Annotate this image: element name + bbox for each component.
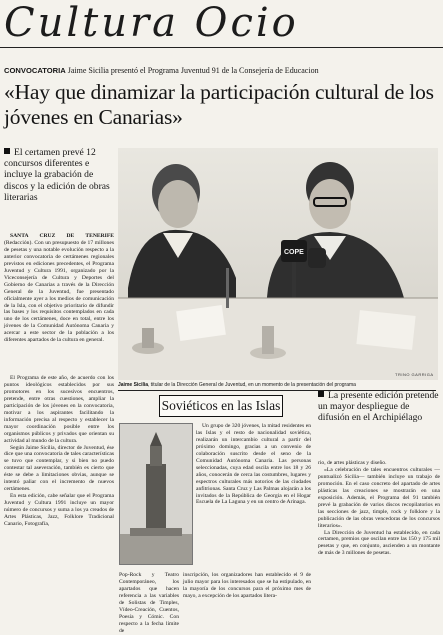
kicker-label: CONVOCATORIA bbox=[4, 66, 66, 75]
article-paragraph: Según Jaime Sicilia, director de Juventud, ése dice que una convocatoria de tales características se tuvo que contemplar, y si bien no puedo contestar tal aseveración, también es cierto que éste se debe a limitaciones obvias, aunque se intentó paliar con el incremento de nuevos certámenes. bbox=[4, 444, 114, 493]
secondary-deck bbox=[318, 390, 440, 424]
secondary-deck-text: La presente edición pretende un mayor despliegue de difusión en el Archipiélago bbox=[318, 390, 439, 424]
article-paragraph: Con un presupuesto de 17 millones de pesetas y una notable evolución respecto a la anterior convocatoria de certámenes regionales previstos en ediciones precedentes, el Programa Juventud y Cultura 1991, organizado por la Viceconsejería de Cultura y Deportes del Gobierno de Canarias a través de la Dirección General de la Juventud, fue presentado oficialmente ayer a los medios de comunicación de la Isla, con el objetivo prioritario de difundir las bases y los requisitos contemplados en cada uno de los certámenes, doce en total, entre los jóvenes de la Comunidad Autónoma Canaria y acercar a este sector de la población a los diferentes apartados de la cultura en general. bbox=[4, 239, 114, 344]
article-paragraph: Pop-Rock y Teatro Contemporáneo, los apartados que hacen referencia a las variables de Solistas de Timples, Vídeo-Creación, Cuentos, Poesía y Cómic. Con respecto a la fecha límite de bbox=[119, 572, 179, 634]
deck bbox=[4, 147, 116, 203]
article-paragraph: inscripción, los organizadores han establecido el 9 de julio mayor para los interesados que se ha estipulado, en la mayoría de los concursos para el próximo mes de mayo, a excepción de los apartados litera- bbox=[183, 572, 311, 599]
article-column-1-bottom bbox=[4, 375, 114, 600]
sidebar-box-text bbox=[196, 423, 311, 575]
kicker bbox=[4, 66, 319, 76]
article-continuation-right bbox=[183, 572, 311, 600]
article-paragraph: Un grupo de 320 jóvenes, la mitad residentes en las Islas y el resto de nacionalidad soviética, realizarán un intercambio cultural a partir del próximo domingo, gracias a un convenio de colaboración suscrito desde el seno de la Comunidad Autónoma Canaria. Las personas seleccionadas, cuya edad oscila entre los 18 y 26 años, conocerán de cerca las costumbres, lugares y espectros culturales más notorios de las ciudades anfitrionas. Santa Cruz y Las Palmas alojarán a los invitados de la República de Georgia en el Hogar Escuela de La Laguna y en un centro de Arinaga. bbox=[196, 423, 311, 506]
bullet-square-icon bbox=[4, 148, 10, 154]
photo-illustration bbox=[118, 148, 438, 380]
article-paragraph: «La celebración de tales encuentros culturales —puntualizó Sicilia— también incluye un trabajo de promoción. En el caso concreto del apartado de artes plásticas las creaciones se mostrarán en una exposición. Además, el Programa del 91 también prevé la grabación de varios discos recopilatorios en las secciones de jazz, timple, rock y folklore y la publicación de las obras vencedoras de los concursos literarios». bbox=[318, 466, 440, 529]
press-conference-photo bbox=[118, 148, 438, 380]
section-title: Cultura Ocio bbox=[4, 0, 299, 46]
sidebar-box-title: Soviéticos en las Islas bbox=[159, 395, 283, 417]
article-paragraph: rio, de artes plásticas y diseño. bbox=[318, 460, 387, 466]
dateline: SANTA CRUZ DE TENERIFE bbox=[10, 233, 114, 239]
deck-text: El certamen prevé 12 concursos diferentes e incluye la grabación de discos y la edición de obras literarias bbox=[4, 147, 110, 203]
article-paragraph: El Programa de este año, de acuerdo con los puntos ideológicos establecidos por sus promotores en los sucesivos encuentros, pretende, entre otras cuestiones, ampliar la participación de los jóvenes en la convocatoria, motivar a los aspirantes facilitando la información precisa al respecto y establecer la mayor coordinación posible entre los organismos públicos y privados que orientan su actividad al mundo de la cultura. bbox=[4, 375, 114, 444]
caption-name: Jaime Sicilia bbox=[118, 382, 149, 388]
bullet-square-icon bbox=[318, 391, 324, 397]
masthead-divider bbox=[0, 47, 443, 48]
section-masthead bbox=[4, 1, 439, 45]
caption-text: , titular de la Dirección General de Juventud, en un momento de la presentación del programa bbox=[148, 382, 356, 388]
mic-label: COPE bbox=[284, 249, 304, 256]
monument-illustration bbox=[120, 424, 192, 564]
sidebar-box-photo bbox=[119, 423, 193, 565]
article-continuation-left bbox=[119, 572, 179, 634]
agency: (Redacción). bbox=[4, 239, 33, 246]
article-paragraph: En esta edición, cabe señalar que el Programa Juventud y Cultura 1991 incluye un mayor número de concursos y suma a los ya creados de Artes Plásticas, Jazz, Folklore Tradicional Canario, Fotografía, bbox=[4, 493, 114, 528]
photo-credit: TRINO GARRIGA bbox=[395, 372, 434, 377]
article-column-1-top bbox=[4, 233, 114, 375]
headline: «Hay que dinamizar la participación cultural de los jóvenes en Canarias» bbox=[4, 80, 434, 129]
kicker-text: Jaime Sicilia presentó el Programa Juventud 91 de la Consejería de Educacion bbox=[65, 66, 319, 75]
article-paragraph: La Dirección de Juventud ha establecido, en cada certamen, premios que oscilan entre las 150 y 175 mil pesetas y que, en conjunto, ascienden a un montante de más de 3 millones de pesetas. bbox=[318, 529, 440, 557]
article-column-right bbox=[318, 460, 440, 600]
